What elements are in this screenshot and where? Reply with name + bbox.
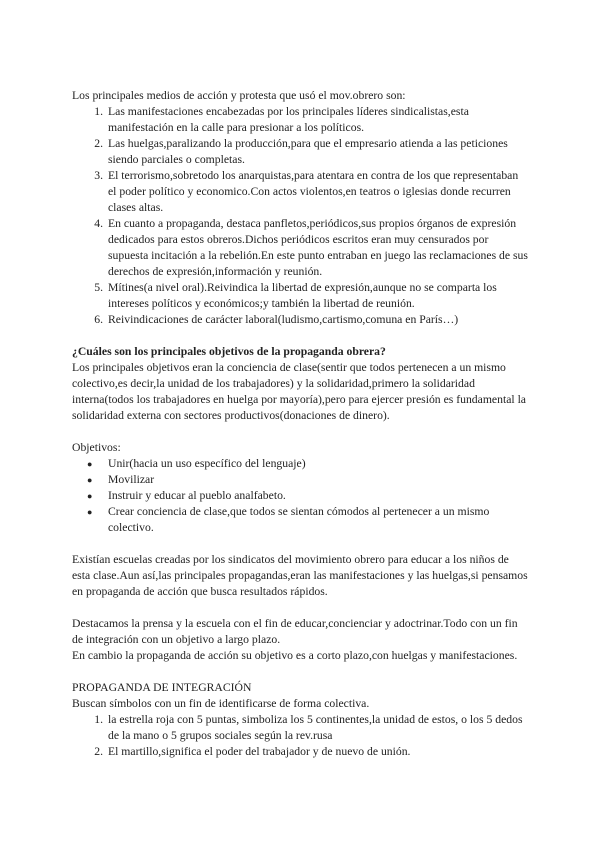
bullet-icon: ● — [87, 459, 93, 469]
list-item — [72, 456, 528, 472]
list-item-text: Unir(hacia un uso específico del lenguaje) — [108, 457, 306, 470]
list-item: 2. Las huelgas,paralizando la producción,para que el empresario atienda a las peticiones siendo parciales o completas. — [94, 137, 508, 166]
list-item-text: En cuanto a propaganda, destaca panfletos,periódicos,sus propios órganos de expresión dedicados para estos obreros.Dichos periódicos escritos eran muy censurados por supuesta incitación a la rebelión.En este punto entraban en juego las reclamaciones de sus derechos de expresión,información y reunión. — [108, 217, 528, 278]
list-item — [72, 488, 528, 504]
objetivos-list — [72, 456, 528, 536]
list-item — [72, 504, 528, 536]
list-item-text: Mítines(a nivel oral).Reivindica la libertad de expresión,aunque no se comparta los intereses políticos y económicos;y también la libertad de reunión. — [108, 281, 497, 310]
list-item: 4. En cuanto a propaganda, destaca panfletos,periódicos,sus propios órganos de expresión dedicados para estos obreros.Dichos periódicos escritos eran muy censurados por supuesta incitación a la rebelión.En este punto entraban en juego las reclamaciones de sus derechos de expresión,información y reunión. — [94, 217, 528, 278]
list-item — [72, 472, 528, 488]
bullet-icon: ● — [87, 475, 93, 485]
document-page — [72, 88, 528, 760]
escuelas-paragraph: Existían escuelas creadas por los sindicatos del movimiento obrero para educar a los niños de esta clase.Aun así,las principales propagandas,eran las manifestaciones y las huelgas,si pensamos en propaganda de acción que busca resultados rápidos. — [72, 553, 528, 598]
destacamos-paragraph: Destacamos la prensa y la escuela con el fin de educar,concienciar y adoctrinar.Todo con un fin de integración con un objetivo a largo plazo. — [72, 617, 518, 646]
question-body: Los principales objetivos eran la conciencia de clase(sentir que todos pertenecen a un mismo colectivo,es decir,la unidad de los trabajadores) y la solidaridad,primero la solidaridad interna(todos los trabajadores en huelga por mayoría),pero para ejercer presión es fundamental la solidaridad externa con sectores productivos(donaciones de dinero). — [72, 361, 526, 422]
list-item-text: Crear conciencia de clase,que todos se sientan cómodos al pertenecer a un mismo colectivo. — [108, 505, 490, 534]
objetivos-label: Objetivos: — [72, 441, 121, 454]
list-item-text: Las huelgas,paralizando la producción,para que el empresario atienda a las peticiones siendo parciales o completas. — [108, 137, 508, 166]
list-item-text: la estrella roja con 5 puntas, simboliza los 5 continentes,la unidad de estos, o los 5 dedos de la mano o 5 grupos sociales según la rev.rusa — [108, 713, 523, 742]
bullet-icon: ● — [87, 507, 93, 517]
list-item-text: Instruir y educar al pueblo analfabeto. — [108, 489, 286, 502]
list-item: 2. El martillo,significa el poder del trabajador y de nuevo de unión. — [94, 745, 411, 758]
list-item-text: Movilizar — [108, 473, 155, 486]
list-item: 3. El terrorismo,sobretodo los anarquistas,para atentara en contra de los que representaban el poder político y economico.Con actos violentos,en teatros o iglesias donde recurren clases altas. — [94, 169, 519, 214]
list-item-text: El terrorismo,sobretodo los anarquistas,para atentara en contra de los que representaban el poder político y economico.Con actos violentos,en teatros o iglesias donde recurren clases altas. — [108, 169, 519, 214]
simbolos-list — [72, 712, 528, 760]
list-item: 1. la estrella roja con 5 puntas, simboliza los 5 continentes,la unidad de estos, o los 5 dedos de la mano o 5 grupos sociales según la rev.rusa — [94, 713, 523, 742]
list-item: 6. Reivindicaciones de carácter laboral(ludismo,cartismo,comuna en París…) — [94, 313, 459, 326]
en-cambio-paragraph: En cambio la propaganda de acción su objetivo es a corto plazo,con huelgas y manifestaciones. — [72, 649, 518, 662]
integracion-intro: Buscan símbolos con un fin de identificarse de forma colectiva. — [72, 697, 370, 710]
question-heading: ¿Cuáles son los principales objetivos de la propaganda obrera? — [72, 345, 386, 358]
bullet-icon: ● — [87, 491, 93, 501]
medios-list — [72, 104, 528, 328]
list-item-text: Reivindicaciones de carácter laboral(ludismo,cartismo,comuna en París…) — [108, 313, 459, 326]
intro-text: Los principales medios de acción y protesta que usó el mov.obrero son: — [72, 89, 406, 102]
list-item-text: Las manifestaciones encabezadas por los principales líderes sindicalistas,esta manifestación en la calle para presionar a los políticos. — [108, 105, 469, 134]
list-item: 1. Las manifestaciones encabezadas por los principales líderes sindicalistas,esta manifestación en la calle para presionar a los políticos. — [94, 105, 469, 134]
list-item: 5. Mítines(a nivel oral).Reivindica la libertad de expresión,aunque no se comparta los intereses políticos y económicos;y también la libertad de reunión. — [94, 281, 497, 310]
integracion-heading: PROPAGANDA DE INTEGRACIÓN — [72, 681, 252, 694]
list-item-text: El martillo,significa el poder del trabajador y de nuevo de unión. — [108, 745, 411, 758]
